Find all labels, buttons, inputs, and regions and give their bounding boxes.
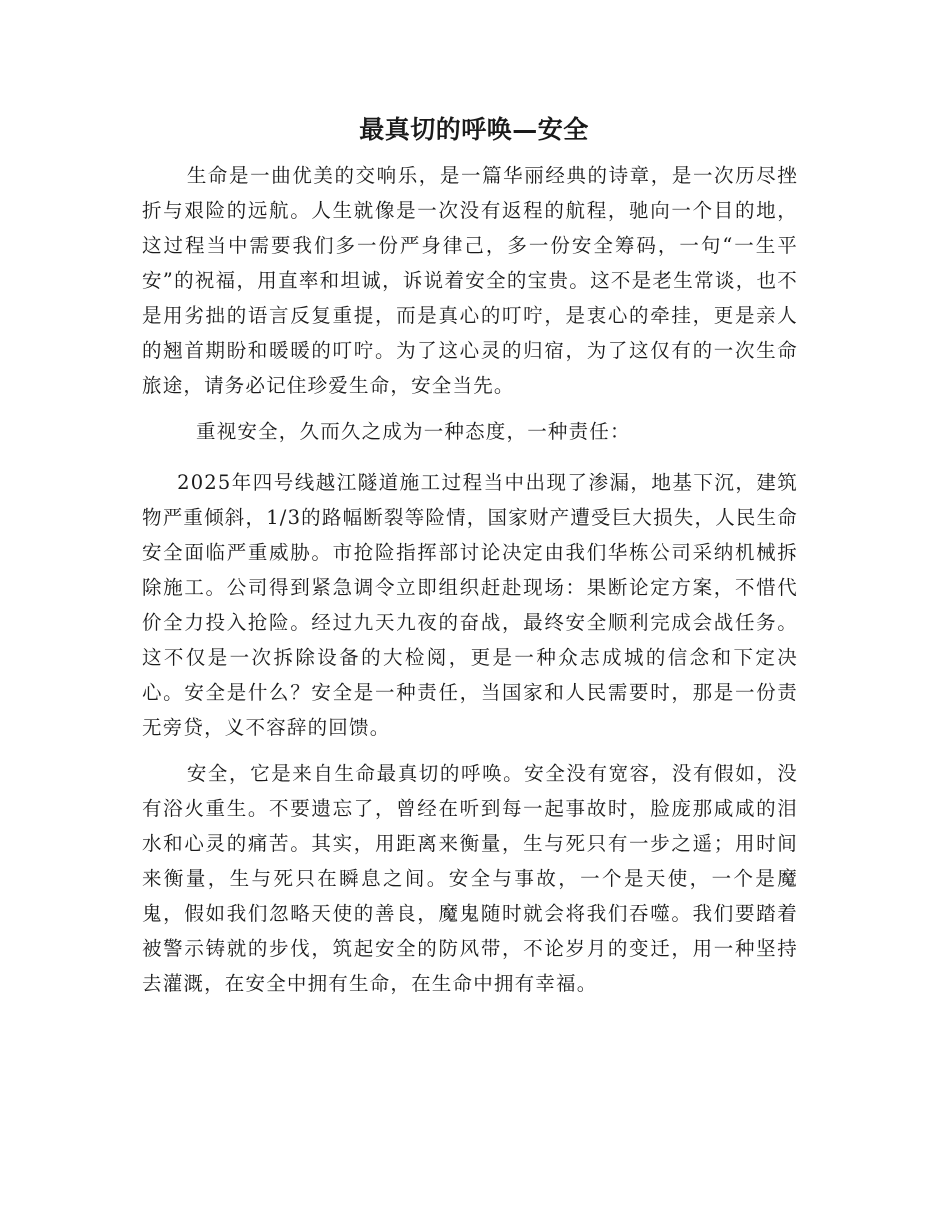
paragraph-3: 2025年四号线越江隧道施工过程当中出现了渗漏，地基下沉，建筑物严重倾斜，1/3的路幅断裂等险情，国家财产遭受巨大损失，人民生命安全面临严重威胁。市抢险指挥部讨论决定由我们华栋公司采纳机械拆除施工。公司得到紧急调令立即组织赶赴现场：果断论定方案，不惜代价全力投入抢险。经过九天九夜的奋战，最终安全顺利完成会战任务。这不仅是一次拆除设备的大检阅，更是一种众志成城的信念和下定决心。安全是什么？安全是一种责任，当国家和人民需要时，那是一份责无旁贷，义不容辞的回馈。: [142, 471, 798, 739]
paragraph-4: 安全，它是来自生命最真切的呼唤。安全没有宽容，没有假如，没有浴火重生。不要遗忘了，曾经在听到每一起事故时，脸庞那咸咸的泪水和心灵的痛苦。其实，用距离来衡量，生与死只有一步之遥；用时间来衡量，生与死只在瞬息之间。安全与事故，一个是天使，一个是魔鬼，假如我们忽略天使的善良，魔鬼随时就会将我们吞噬。我们要踏着被警示铸就的步伐，筑起安全的防风带，不论岁月的变迁，用一种坚持去灌溉，在安全中拥有生命，在生命中拥有幸福。: [142, 762, 798, 995]
paragraph-2: 重视安全，久而久之成为一种态度，一种责任：: [196, 420, 631, 443]
document-title: 最真切的呼唤—安全: [359, 115, 589, 144]
paragraph-1: 生命是一曲优美的交响乐，是一篇华丽经典的诗章，是一次历尽挫折与艰险的远航。人生就像是一次没有返程的航程，驰向一个目的地，这过程当中需要我们多一份严身律己，多一份安全筹码，一句“一生平安”的祝福，用直率和坦诚，诉说着安全的宝贵。这不是老生常谈，也不是用劣拙的语言反复重提，而是真心的叮咛，是衷心的牵挂，更是亲人的翘首期盼和暖暖的叮咛。为了这心灵的归宿，为了这仅有的一次生命旅途，请务必记住珍爱生命，安全当先。: [142, 164, 798, 397]
document-page: [142, 108, 798, 1012]
